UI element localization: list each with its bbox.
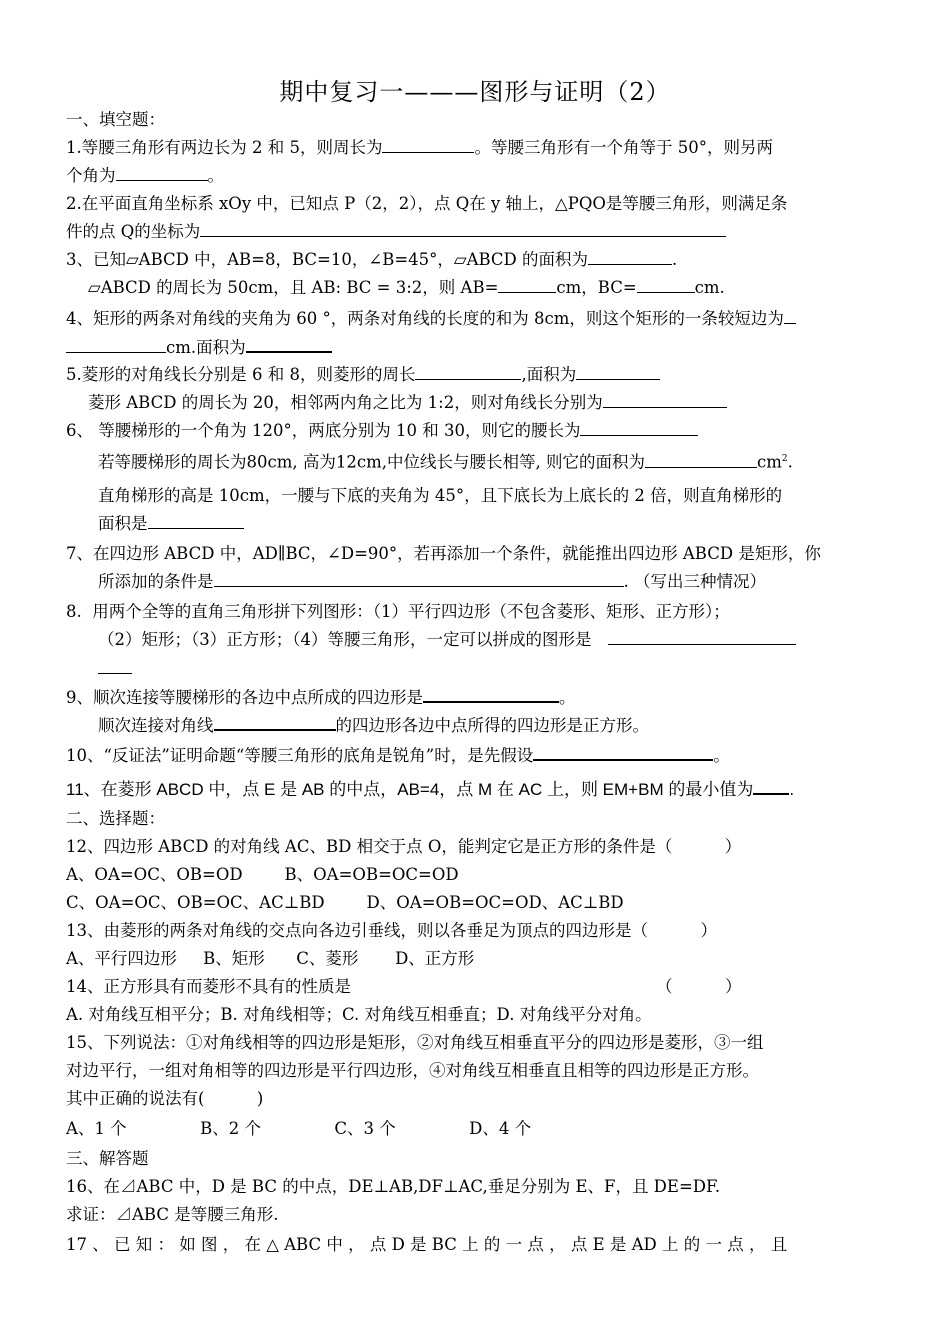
question-12-options-cd: C、OA=OC、OB=OC、AC⊥BD D、OA=OB=OC=OD、AC⊥BD <box>66 893 624 912</box>
q1-text-d: 。 <box>207 166 224 185</box>
answer-blank[interactable] <box>66 337 166 353</box>
section-choice-heading: 二、选择题： <box>66 809 165 828</box>
question-3-line-2 <box>88 277 725 299</box>
question-14: 14、正方形具有而菱形不具有的性质是 <box>66 977 351 996</box>
question-4-line-1 <box>66 308 796 330</box>
q10-text: 10、“反证法”证明命题“等腰三角形的底角是锐角”时，是先假设 <box>66 746 534 765</box>
answer-blank[interactable] <box>382 137 474 153</box>
q6-unit-superscript: 2 <box>781 454 788 464</box>
q3-text-b-mid: cm，BC= <box>556 278 637 297</box>
q6-text-b: 若等腰梯形的周长为80cm, 高为12cm,中位线长与腰长相等, 则它的面积为 <box>98 452 645 472</box>
q5-text-a-mid: ,面积为 <box>521 365 577 384</box>
q4-text-b: cm.面积为 <box>166 338 246 357</box>
question-7-line-2 <box>98 571 766 593</box>
q9-text-b: 顺次连接对角线 <box>98 716 214 735</box>
answer-blank[interactable] <box>608 629 796 645</box>
q6-text-a: 6、 等腰梯形的一个角为 120°，两底分别为 10 和 30，则它的腰长为 <box>66 421 581 440</box>
q3-text-a-end: . <box>672 250 678 269</box>
q4-text-a: 4、矩形的两条对角线的夹角为 60 °，两条对角线的长度的和为 8cm，则这个矩形的一条较短边为 <box>66 309 784 328</box>
q11-text-end: . <box>789 780 795 799</box>
question-10 <box>66 744 730 767</box>
question-15-line-3: 其中正确的说法有( ) <box>66 1089 264 1108</box>
question-5-line-2 <box>88 392 727 414</box>
q1-text-a: 1.等腰三角形有两边长为 2 和 5，则周长为 <box>66 138 383 157</box>
answer-blank[interactable] <box>246 336 332 353</box>
answer-blank[interactable] <box>415 364 521 380</box>
question-1-line-2 <box>66 165 224 187</box>
question-8-line-1: 8. 用两个全等的直角三角形拼下列图形：（1）平行四边形（不包含菱形、矩形、正方形）； <box>66 602 730 621</box>
question-9-line-1 <box>66 686 576 709</box>
question-17-line-1: 17 、 已 知 ： 如 图 ， 在 △ ABC 中 ， 点 D 是 BC 上 的 一 点 ， 点 E 是 AD 上 的 一 点 ， 且 <box>66 1235 788 1254</box>
page-title: 期中复习一———图形与证明（2） <box>279 78 671 106</box>
answer-blank[interactable] <box>423 686 559 703</box>
q5-text-a: 5.菱形的对角线长分别是 6 和 8，则菱形的周长 <box>66 365 416 384</box>
question-6-line-1 <box>66 420 698 442</box>
answer-blank[interactable] <box>588 249 672 265</box>
answer-blank[interactable] <box>98 658 132 674</box>
question-16-line-2: 求证：⊿ABC 是等腰三角形. <box>66 1205 279 1224</box>
q3-text-a: 3、已知▱ABCD 中，AB=8，BC=10，∠B=45°，▱ABCD 的面积为 <box>66 250 589 269</box>
section-fill-heading: 一、填空题： <box>66 110 165 129</box>
answer-blank[interactable] <box>148 513 244 529</box>
q9-text-a-end: 。 <box>559 688 576 707</box>
q1-text-b: 。等腰三角形有一个角等于 50°，则另两 <box>474 138 773 157</box>
answer-blank[interactable] <box>576 364 660 380</box>
question-1-line-1 <box>66 137 773 159</box>
question-15-options: A、1 个 B、2 个 C、3 个 D、4 个 <box>66 1119 532 1138</box>
q9-text-b-end: 的四边形各边中点所得的四边形是正方形。 <box>335 716 649 735</box>
question-14-options: A. 对角线互相平分；B. 对角线相等；C. 对角线互相垂直；D. 对角线平分对角。 <box>66 1005 652 1024</box>
question-15-line-2: 对边平行，一组对角相等的四边形是平行四边形，④对角线互相垂直且相等的四边形是正方形。 <box>66 1061 759 1080</box>
answer-blank[interactable] <box>637 277 695 293</box>
question-11 <box>66 778 794 801</box>
answer-blank[interactable] <box>214 714 336 731</box>
question-15-line-1: 15、下列说法：①对角线相等的四边形是矩形，②对角线互相垂直平分的四边形是菱形，③一组 <box>66 1033 764 1052</box>
q6-unit: cm <box>757 452 782 472</box>
answer-blank[interactable] <box>533 744 713 761</box>
q7-text-b: 所添加的条件是 <box>98 572 214 591</box>
answer-blank[interactable] <box>603 392 727 408</box>
question-2-line-1: 2.在平面直角坐标系 xOy 中，已知点 P（2，2），点 Q在 y 轴上，△PQO是等腰三角形，则满足条 <box>66 194 788 213</box>
question-6-line-3: 直角梯形的高是 10cm，一腰与下底的夹角为 45°，且下底长为上底长的 2 倍，则直角梯形的 <box>98 486 783 505</box>
question-2-line-2 <box>66 221 726 243</box>
section-solve-heading: 三、解答题 <box>66 1149 149 1168</box>
q3-text-b: ▱ABCD 的周长为 50cm，且 AB: BC = 3:2，则 AB= <box>88 278 499 297</box>
question-9-line-2 <box>98 714 649 737</box>
question-16-line-1: 16、在⊿ABC 中，D 是 BC 的中点，DE⊥AB,DF⊥AC,垂足分别为 E、F，且 DE=DF. <box>66 1177 721 1196</box>
q2-text-b: 件的点 Q的坐标为 <box>66 222 201 241</box>
answer-blank[interactable] <box>580 420 698 436</box>
answer-blank[interactable] <box>753 778 789 795</box>
question-14-answer-paren: （ ） <box>656 977 742 996</box>
answer-blank[interactable] <box>116 165 208 181</box>
answer-blank[interactable] <box>784 308 796 324</box>
question-4-line-2 <box>66 336 332 359</box>
q8-text-b: （2）矩形；（3）正方形；（4）等腰三角形，一定可以拼成的图形是 <box>98 630 592 649</box>
question-13: 13、由菱形的两条对角线的交点向各边引垂线，则以各垂足为顶点的四边形是（ ） <box>66 921 717 940</box>
answer-blank[interactable] <box>498 277 556 293</box>
q1-text-c: 个角为 <box>66 166 116 185</box>
q3-text-b-end: cm. <box>694 278 725 297</box>
question-3-line-1 <box>66 249 677 271</box>
question-6-line-2 <box>98 448 793 474</box>
q9-text-a: 9、顺次连接等腰梯形的各边中点所成的四边形是 <box>66 688 423 707</box>
question-6-line-4 <box>98 513 244 535</box>
question-5-line-1 <box>66 364 660 386</box>
answer-blank[interactable] <box>214 571 624 587</box>
question-12: 12、四边形 ABCD 的对角线 AC、BD 相交于点 O，能判定它是正方形的条件是（ ） <box>66 837 742 856</box>
q6-text-b-end: . <box>787 452 793 472</box>
question-12-options-ab: A、OA=OC、OB=OD B、OA=OB=OC=OD <box>66 865 459 884</box>
question-13-options: A、平行四边形 B、矩形 C、菱形 D、正方形 <box>66 949 475 968</box>
q5-text-b: 菱形 ABCD 的周长为 20，相邻两内角之比为 1:2，则对角线长分别为 <box>88 393 603 412</box>
question-8-line-3 <box>98 658 132 680</box>
q7-text-b-end: . （写出三种情况） <box>623 572 766 591</box>
answer-blank[interactable] <box>200 221 726 237</box>
question-7-line-1: 7、在四边形 ABCD 中，AD∥BC，∠D=90°，若再添加一个条件，就能推出四边形 ABCD 是矩形，你 <box>66 544 821 563</box>
q11-text: 11、在菱形 ABCD 中，点 E 是 AB 的中点，AB=4，点 M 在 AC 上，则 EM+BM 的最小值为 <box>66 780 754 799</box>
answer-blank[interactable] <box>645 452 757 468</box>
q6-text-d: 面积是 <box>98 514 148 533</box>
q10-text-end: 。 <box>713 746 730 765</box>
question-8-line-2 <box>98 629 796 651</box>
